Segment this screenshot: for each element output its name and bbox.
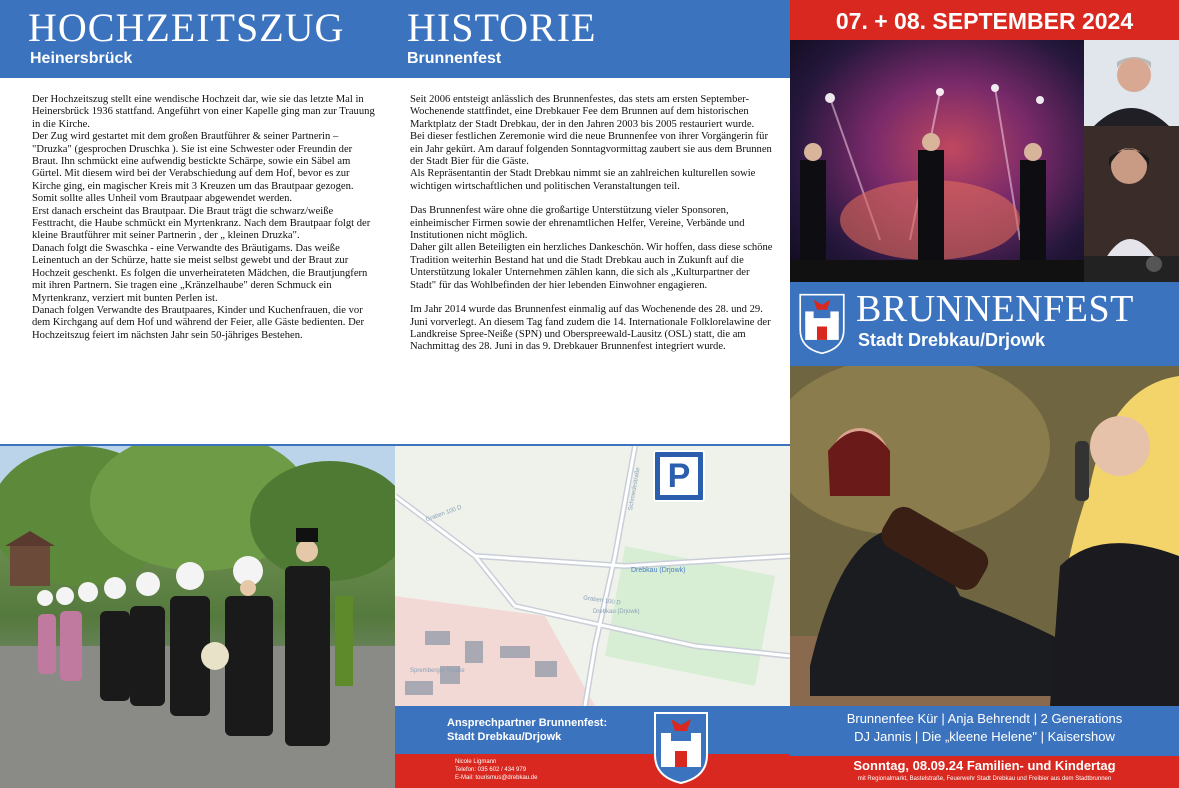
hochzeitszug-subtitle: Heinersbrück bbox=[30, 50, 133, 67]
contact-details bbox=[455, 758, 537, 782]
sunday-banner bbox=[790, 756, 1179, 788]
brunnenfest-banner bbox=[790, 282, 1179, 366]
coat-of-arms-icon bbox=[653, 711, 709, 785]
paragraph: Im Jahr 2014 wurde das Brunnenfest einmalig auf das Wochenende des 28. und 29. Juni vorverlegt. An diesem Tag fand zudem die 14. Internationale Folklorelawine der Landkreise Spree-Neiße (SPN) und Oberspreewald-Lausitz (OSL) statt, die am Nachmittag des 28. Juni in das 9. Drebkauer Brunnenfest integriert wurde. bbox=[410, 304, 771, 353]
paragraph: Das Brunnenfest wäre ohne die großartige Unterstützung vieler Sponsoren, einheimischer Firmen sowie der ehrenamtlichen Helfer, Vereine, Verbände und Institutionen nicht möglich. bbox=[410, 205, 745, 242]
concert-photo bbox=[790, 40, 1084, 282]
historie-header bbox=[395, 0, 790, 78]
paragraph: Erst danach erscheint das Brautpaar. Die Braut trägt die schwarz/weiße Festtracht, die Haube schmückt ein Myrtenkranz. Nach dem Brautpaar folgt der kleine Brautführer mit seiner Partnerin , der „ kleinen Druzka". bbox=[32, 205, 371, 242]
paragraph: Als Repräsentantin der Stadt Drebkau nimmt sie an zahlreichen kulturellen sowie wichtigen wirtschaftlichen und politischen Veranstaltungen teil. bbox=[410, 168, 756, 192]
procession-illustration bbox=[0, 446, 395, 788]
contact-title: Ansprechpartner Brunnenfest: Stadt Drebkau/Drjowk bbox=[447, 717, 608, 743]
brunnenfest-subtitle: Stadt Drebkau/Drjowk bbox=[858, 330, 1046, 350]
map-graphic bbox=[395, 446, 790, 706]
historie-title: HISTORIE bbox=[407, 5, 597, 50]
map-street-label: Graben 100 D bbox=[582, 595, 621, 607]
artist-portrait-2 bbox=[1084, 126, 1179, 282]
hochzeitszug-text bbox=[32, 94, 380, 342]
paragraph: Der Zug wird gestartet mit dem großen Brautführer & seiner Partnerin – "Druzka" (gesprochen Druschka ). Sie ist eine Schwester oder Freundin der Braut. Ihn schmückt eine aufwendig bestickte Schärpe, sowie ein Säbel am Gürtel. Mit diesem wird bei der Verabschiedung auf dem Hof, bevor es zur Kirche ging, ein magischer Kreis mit 3 Kreuzen um das Brautpaar gezogen. Somit sollte alles Unheil vom Brautpaar abgewendet werden. bbox=[32, 131, 354, 205]
parking-sign bbox=[653, 450, 705, 502]
concert-illustration bbox=[790, 40, 1084, 282]
hochzeitszug-title: HOCHZEITSZUG bbox=[28, 5, 345, 50]
paragraph: Seit 2006 entsteigt anlässlich des Brunnenfestes, das stets am ersten September-Wochenende stattfindet, eine Drebkauer Fee dem Brunnen auf dem historischen Marktplatz der Stadt Drebkau, der in den Jahren 2003 bis 2005 restauriert wurde. bbox=[410, 94, 755, 130]
paragraph: Danach folgen Verwandte des Brautpaares, Kinder und Kuchenfrauen, die vor dem Kirchgang auf dem Hof und während der Feier, alle Gäste bedienten. Der Hochzeitszug feiert im nächsten Jahr sein 50-jähriges Bestehen. bbox=[32, 304, 364, 341]
brunnenfest-title: BRUNNENFEST bbox=[856, 288, 1134, 330]
paragraph: Der Hochzeitszug stellt eine wendische Hochzeit dar, wie sie das letzte Mal in Heinersbrück 1936 stattfand. Angeführt von einer Kapelle ging man zur Trauung in die Kirche. bbox=[32, 94, 375, 130]
contact-phone: Telefon: 035 602 / 434 979 bbox=[455, 767, 527, 773]
artist-portrait-1 bbox=[1084, 40, 1179, 126]
historie-text bbox=[410, 94, 776, 354]
sunday-title: Sonntag, 08.09.24 Familien- und Kindertag bbox=[853, 758, 1116, 773]
lineup-line-2: DJ Jannis | Die „kleene Helene" | Kaisershow bbox=[854, 729, 1115, 744]
lineup-line-1: Brunnenfee Kür | Anja Behrendt | 2 Generations bbox=[846, 711, 1123, 726]
spacer bbox=[410, 193, 776, 205]
paragraph: Bei dieser festlichen Zeremonie wird die neue Brunnenfee von ihrer Vorgängerin für ein Jahr gekürt. Am darauf folgenden Sonntagvormittag zaubert sie aus dem Brunnen der Stadt Bier für die Gäste. bbox=[410, 131, 772, 168]
map-street-label: Spremberger Straße bbox=[410, 668, 465, 674]
lineup-box bbox=[790, 706, 1179, 756]
paragraph: Danach folgt die Swaschka - eine Verwandte des Bräutigams. Das weiße Leinentuch an der Schürze, hatte sie meist selbst gewebt und der Braut zur Hochzeit geschenkt. Es folgen die unverheirateten Mädchen, die Brautjungfern mit ihren Partnern. Sie tragen eine „Kränzelhaube" deren Schmuck ein Myrtenkranz, verziert mit bunten Perlen ist. bbox=[32, 242, 368, 304]
event-date-banner: 07. + 08. SEPTEMBER 2024 bbox=[790, 0, 1179, 40]
contact-name: Nicole Ligmann bbox=[455, 759, 497, 765]
spacer bbox=[410, 292, 776, 304]
wedding-procession-photo bbox=[0, 446, 395, 788]
map-street-label: Drebkau (Drjowk) bbox=[593, 609, 640, 615]
map-street-label: Graben 100 D bbox=[425, 504, 463, 524]
contact-box bbox=[395, 706, 790, 788]
contact-email[interactable]: E-Mail: tourismus@drebkau.de bbox=[455, 775, 538, 781]
hochzeitszug-header bbox=[0, 0, 395, 78]
map-place-label: Drebkau (Drjowk) bbox=[631, 567, 686, 574]
coat-of-arms-icon bbox=[798, 293, 846, 355]
paragraph: Daher gilt allen Beteiligten ein herzliches Dankeschön. Wir hoffen, dass diese schöne Tradition weiterhin Bestand hat und die Stadt Drebkau auch in Zukunft auf die Unterstützung lokaler Unternehmen zählen kann, die sich als „Kulturpartner der Stadt" für das Wohlbefinden der hier lebenden Einwohner engagieren. bbox=[410, 242, 773, 291]
parking-symbol: P bbox=[667, 457, 691, 495]
singers-photo bbox=[790, 366, 1179, 706]
historie-subtitle: Brunnenfest bbox=[407, 50, 502, 67]
location-map[interactable] bbox=[395, 446, 790, 706]
map-street-label: Schmiedestraße bbox=[628, 466, 642, 512]
sunday-subtitle: mit Regionalmarkt, Bastelstraße, Feuerwehr Stadt Drebkau und Freibier aus dem Stadtbrunnen bbox=[857, 776, 1112, 782]
